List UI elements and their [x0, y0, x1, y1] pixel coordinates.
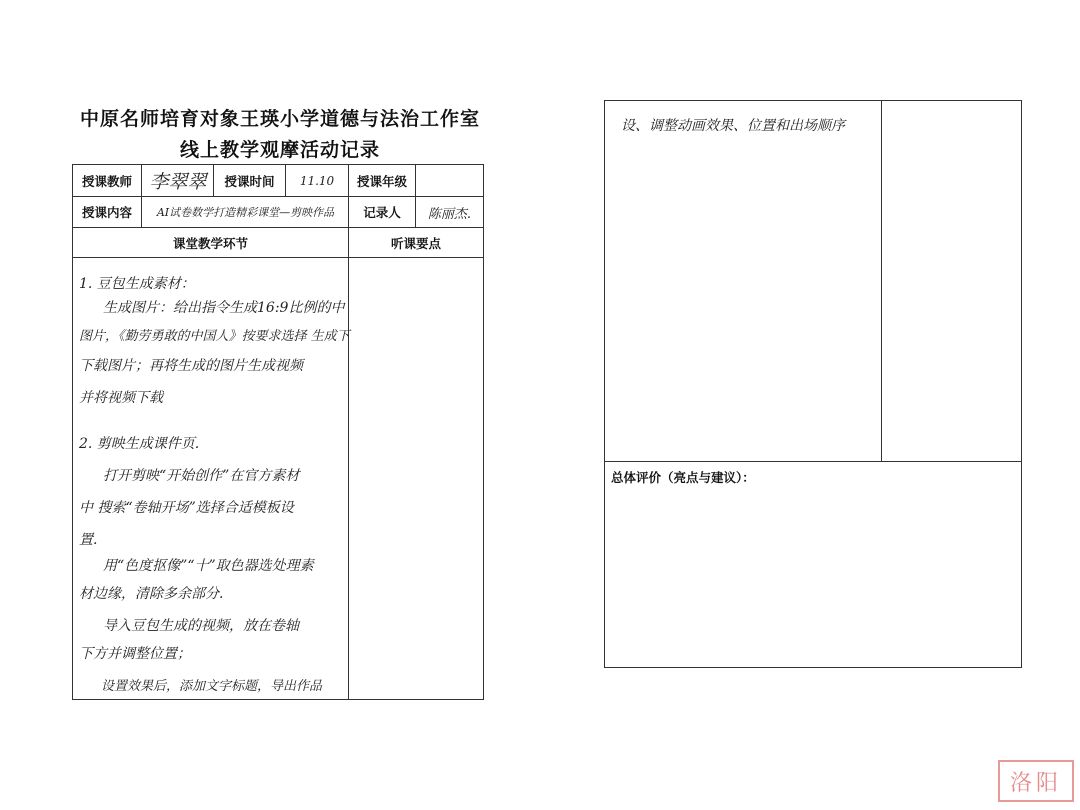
left-record-table — [72, 164, 484, 700]
time-value: 11.10 — [299, 173, 335, 188]
note-line: 置. — [79, 532, 98, 548]
grade-value — [416, 165, 483, 196]
key-points-header: 听课要点 — [390, 235, 441, 251]
note-line: 用“色度抠像”“十”取色器选处理素 — [103, 558, 314, 574]
teacher-value: 李翠翠 — [149, 171, 207, 193]
note-line: 生成图片：给出指令生成16:9比例的中 — [103, 300, 345, 316]
teacher-label: 授课教师 — [81, 173, 132, 189]
note-line: 2. 剪映生成课件页. — [79, 436, 200, 452]
content-label: 授课内容 — [81, 205, 132, 220]
note-line: 打开剪映“开始创作”在官方素材 — [103, 468, 300, 484]
note-line: 下载图片；再将生成的图片生成视频 — [79, 358, 303, 374]
note-line: 图片，《勤劳勇敢的中国人》按要求选择 生成下 — [79, 329, 350, 344]
time-label: 授课时间 — [224, 173, 275, 189]
form-title: 中原名师培育对象王瑛小学道德与法治工作室 — [79, 108, 480, 130]
recorder-label: 记录人 — [363, 205, 401, 220]
note-line: 设置效果后，添加文字标题，导出作品 — [101, 679, 323, 694]
note-line: 材边缘，清除多余部分. — [79, 586, 224, 602]
note-line: 设、调整动画效果、位置和出场顺序 — [621, 118, 845, 134]
grade-label: 授课年级 — [356, 173, 407, 189]
note-line: 下方并调整位置； — [79, 646, 191, 662]
right-record-table — [604, 100, 1022, 668]
form-subtitle: 线上教学观摩活动记录 — [179, 139, 380, 161]
note-line: 导入豆包生成的视频，放在卷轴 — [103, 618, 299, 634]
note-line: 中 搜索“卷轴开场”选择合适模板设 — [79, 500, 294, 516]
row-divider — [73, 257, 483, 258]
section-header: 课堂教学环节 — [172, 235, 248, 251]
watermark-seal: 洛阳 — [998, 760, 1074, 802]
recorder-value: 陈丽杰. — [427, 206, 472, 222]
row-divider — [605, 461, 1021, 462]
col-divider — [141, 165, 142, 227]
note-line: 并将视频下载 — [79, 390, 163, 406]
note-line: 1. 豆包生成素材： — [79, 276, 195, 292]
overall-evaluation-label: 总体评价（亮点与建议）： — [611, 470, 755, 485]
content-value: AI试卷数学打造精彩课堂—剪映作品 — [156, 206, 335, 219]
col-divider — [881, 101, 882, 461]
